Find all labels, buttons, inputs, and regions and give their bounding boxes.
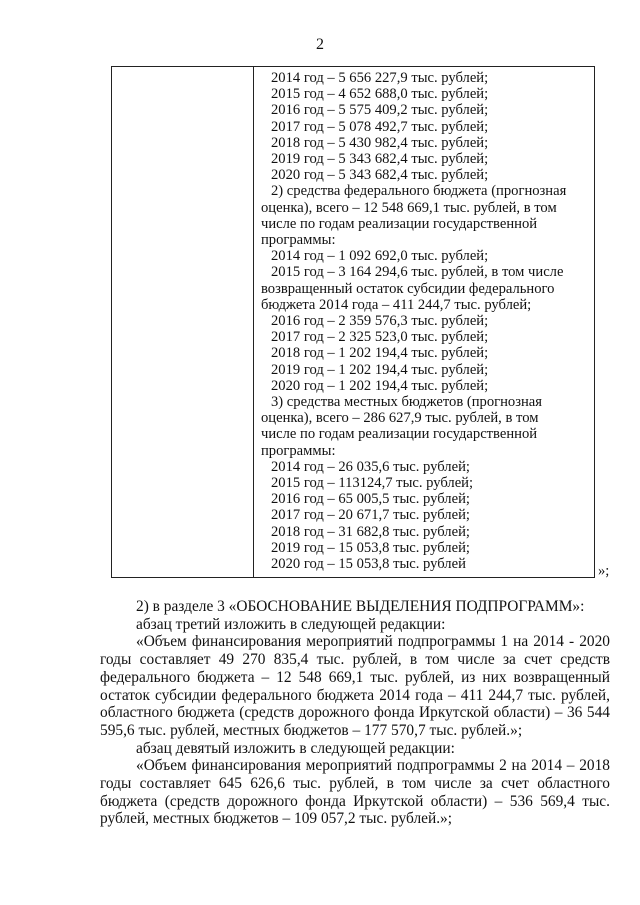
table-line: оценка), всего – 12 548 669,1 тыс. рублей, в том	[261, 199, 557, 216]
table-line: 2015 год – 4 652 688,0 тыс. рублей;	[271, 86, 489, 103]
table-column-divider	[253, 67, 254, 577]
document-body	[100, 598, 610, 828]
table-line: 2020 год – 5 343 682,4 тыс. рублей;	[271, 167, 489, 184]
table-line: 2018 год – 1 202 194,4 тыс. рублей;	[271, 345, 489, 362]
paragraph: «Объем финансирования мероприятий подпрограммы 1 на 2014 - 2020 годы составляет 49 270 835,4 тыс. рублей, в том числе за счет средств федерального бюджета – 12 548 669,1 тыс. рублей, из них возвращенный остаток субсидии федерального бюджета 2014 года – 411 244,7 тыс. рублей, областного бюджета (средств дорожного фонда Иркутской области) – 36 544 595,6 тыс. рублей, местных бюджетов – 177 570,7 тыс. рублей.»;	[100, 633, 610, 739]
table-line: 2018 год – 5 430 982,4 тыс. рублей;	[271, 134, 489, 151]
table-line: 2016 год – 5 575 409,2 тыс. рублей;	[271, 102, 489, 119]
table-line: числе по годам реализации государственной	[261, 426, 538, 443]
table-line: 2020 год – 1 202 194,4 тыс. рублей;	[271, 377, 489, 394]
table-line: бюджета 2014 года – 411 244,7 тыс. рублей;	[261, 296, 532, 313]
funding-table	[111, 66, 595, 578]
table-line: 2014 год – 5 656 227,9 тыс. рублей;	[271, 70, 489, 86]
table-line: 2016 год – 2 359 576,3 тыс. рублей;	[271, 313, 489, 330]
table-line: 2017 год – 2 325 523,0 тыс. рублей;	[271, 329, 489, 346]
table-line: 2015 год – 3 164 294,6 тыс. рублей, в том числе	[271, 264, 564, 281]
table-line: 2018 год – 31 682,8 тыс. рублей;	[271, 523, 470, 540]
table-line: 2017 год – 20 671,7 тыс. рублей;	[271, 507, 470, 524]
table-right-cell	[261, 70, 587, 572]
table-closing-quote: »;	[598, 563, 610, 579]
paragraph: 2) в разделе 3 «ОБОСНОВАНИЕ ВЫДЕЛЕНИЯ ПОДПРОГРАММ»:	[136, 598, 585, 615]
paragraph: абзац третий изложить в следующей редакции:	[136, 615, 446, 633]
paragraph: абзац девятый изложить в следующей редакции:	[136, 739, 455, 757]
table-line: 2016 год – 65 005,5 тыс. рублей;	[271, 491, 470, 508]
table-line: 3) средства местных бюджетов (прогнозная	[271, 394, 542, 411]
table-line: программы:	[261, 442, 336, 459]
paragraph: «Объем финансирования мероприятий подпрограммы 2 на 2014 – 2018 годы составляет 645 626,6 тыс. рублей, в том числе за счет областного бюджета (средств дорожного фонда Иркутской области) – 536 569,4 тыс. рублей, местных бюджетов – 109 057,2 тыс. рублей.»;	[100, 757, 610, 828]
table-line: 2019 год – 1 202 194,4 тыс. рублей;	[271, 361, 489, 378]
page-number: 2	[316, 36, 324, 53]
table-line: возвращенный остаток субсидии федерального	[261, 280, 555, 297]
table-line: 2014 год – 26 035,6 тыс. рублей;	[271, 458, 470, 475]
table-line: 2015 год – 113124,7 тыс. рублей;	[271, 475, 474, 492]
table-line: числе по годам реализации государственной	[261, 215, 538, 232]
table-line: 2017 год – 5 078 492,7 тыс. рублей;	[271, 118, 489, 135]
table-line: программы:	[261, 232, 336, 249]
table-line: 2020 год – 15 053,8 тыс. рублей	[271, 556, 466, 573]
table-line: 2) средства федерального бюджета (прогнозная	[271, 183, 567, 200]
table-line: 2019 год – 5 343 682,4 тыс. рублей;	[271, 151, 489, 168]
table-line: 2014 год – 1 092 692,0 тыс. рублей;	[271, 248, 489, 265]
table-line: 2019 год – 15 053,8 тыс. рублей;	[271, 539, 470, 556]
table-line: оценка), всего – 286 627,9 тыс. рублей, в том	[261, 410, 539, 427]
